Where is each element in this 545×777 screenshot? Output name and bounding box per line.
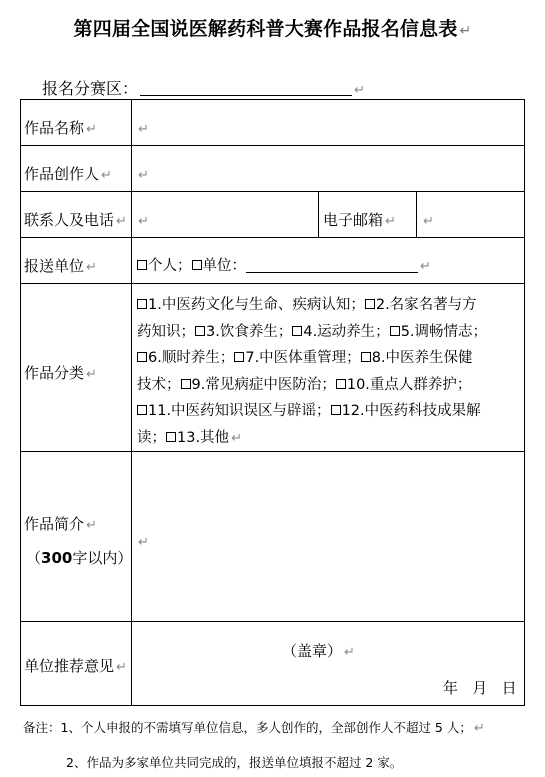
table-col-divider bbox=[318, 191, 319, 238]
return-mark-icon: ↵ bbox=[344, 645, 355, 660]
table-row-divider bbox=[20, 191, 525, 192]
stamp-label bbox=[282, 642, 355, 662]
region-label: 报名分赛区： bbox=[42, 79, 139, 98]
checkbox-individual[interactable] bbox=[137, 260, 147, 270]
table-col-divider bbox=[416, 191, 417, 238]
checkbox-category-5[interactable] bbox=[390, 326, 400, 336]
category-option-8-cont: 技术； bbox=[137, 376, 181, 393]
checkbox-category-2[interactable] bbox=[365, 299, 375, 309]
category-option-10: 10.重点人群养护； bbox=[346, 376, 472, 393]
unit-input-line[interactable] bbox=[246, 257, 418, 273]
category-label-text: 作品分类 bbox=[24, 364, 85, 382]
return-mark-icon: ↵ bbox=[423, 214, 434, 229]
table-row-divider bbox=[20, 621, 525, 622]
return-mark-icon: ↵ bbox=[116, 214, 127, 229]
summary-limit-number: 300 bbox=[41, 549, 73, 567]
date-label: 年 月 日 bbox=[443, 679, 517, 697]
checkbox-category-6[interactable] bbox=[137, 352, 147, 362]
table-row-divider bbox=[20, 237, 525, 238]
return-mark-icon: ↵ bbox=[138, 214, 149, 229]
note-1 bbox=[23, 718, 485, 736]
option-individual-label: 个人； bbox=[148, 258, 192, 274]
category-option-12: 12.中医药科技成果解 bbox=[341, 403, 481, 419]
checkbox-category-1[interactable] bbox=[137, 299, 147, 309]
checkbox-category-8[interactable] bbox=[361, 352, 371, 362]
work-name-label bbox=[24, 119, 97, 139]
checkbox-category-3[interactable] bbox=[195, 326, 205, 336]
checkbox-category-11[interactable] bbox=[137, 405, 147, 415]
table-border-left bbox=[20, 99, 21, 706]
return-mark-icon: ↵ bbox=[420, 259, 431, 274]
return-mark-icon: ↵ bbox=[354, 83, 365, 98]
category-option-2: 2.名家名著与方 bbox=[375, 297, 477, 313]
table-border-top bbox=[20, 99, 525, 100]
return-mark-icon: ↵ bbox=[473, 721, 485, 736]
category-option-12-cont: 读； bbox=[137, 429, 166, 446]
return-mark-icon: ↵ bbox=[86, 122, 97, 137]
region-input-line[interactable] bbox=[140, 79, 352, 96]
return-mark-icon: ↵ bbox=[138, 535, 149, 550]
form-title bbox=[0, 14, 545, 41]
submit-unit-label bbox=[24, 257, 97, 277]
note-2 bbox=[66, 753, 402, 771]
category-option-7: 7.中医体重管理； bbox=[245, 350, 361, 366]
return-mark-icon: ↵ bbox=[138, 122, 149, 137]
stamp-label-text: （盖章） bbox=[282, 642, 343, 660]
category-option-2-cont: 药知识； bbox=[137, 323, 195, 340]
creator-label-text: 作品创作人 bbox=[24, 165, 100, 183]
category-option-3: 3.饮食养生； bbox=[206, 323, 293, 340]
summary-limit-text: 字以内 bbox=[72, 549, 118, 567]
email-field[interactable] bbox=[421, 211, 434, 231]
return-mark-icon: ↵ bbox=[86, 518, 97, 533]
note-1-text: 备注：1、个人申报的不需填写单位信息，多人创作的，全部创作人不超过 5 人； bbox=[23, 720, 472, 735]
summary-limit: （300字以内） bbox=[26, 549, 133, 567]
recommend-label bbox=[24, 657, 127, 677]
work-name-field[interactable] bbox=[136, 119, 149, 139]
creator-label bbox=[24, 165, 112, 185]
category-option-11: 11.中医药知识误区与辟谣； bbox=[148, 403, 331, 419]
contact-field[interactable] bbox=[136, 211, 149, 231]
return-mark-icon: ↵ bbox=[101, 168, 112, 183]
checkbox-category-9[interactable] bbox=[181, 379, 191, 389]
category-option-6: 6.顺时养生； bbox=[148, 350, 235, 366]
checkbox-category-4[interactable] bbox=[292, 326, 302, 336]
checkbox-category-7[interactable] bbox=[234, 352, 244, 362]
summary-label-text: 作品简介 bbox=[24, 515, 85, 533]
table-row-divider bbox=[20, 145, 525, 146]
contact-label bbox=[24, 211, 127, 231]
contact-label-text: 联系人及电话 bbox=[24, 211, 115, 229]
return-mark-icon: ↵ bbox=[459, 23, 472, 39]
checkbox-unit[interactable] bbox=[192, 260, 202, 270]
table-row-divider bbox=[20, 283, 525, 284]
form-title-text: 第四届全国说医解药科普大赛作品报名信息表 bbox=[73, 18, 458, 40]
category-option-8: 8.中医养生保健 bbox=[371, 350, 473, 366]
return-mark-icon: ↵ bbox=[231, 430, 242, 446]
submit-unit-label-text: 报送单位 bbox=[24, 257, 85, 275]
checkbox-category-10[interactable] bbox=[336, 379, 346, 389]
return-mark-icon: ↵ bbox=[138, 168, 149, 183]
return-mark-icon: ↵ bbox=[385, 214, 396, 229]
submit-unit-options bbox=[137, 257, 431, 276]
category-option-9: 9.常见病症中医防治； bbox=[191, 376, 336, 393]
note-2-text: 2、作品为多家单位共同完成的，报送单位填报不超过 2 家。 bbox=[66, 755, 403, 770]
option-unit-label: 单位： bbox=[202, 258, 246, 274]
category-option-13: 13.其他 bbox=[177, 429, 230, 446]
region-row bbox=[42, 76, 365, 99]
category-option-1: 1.中医药文化与生命、疾病认知； bbox=[148, 297, 365, 313]
table-border-bottom bbox=[20, 705, 525, 706]
table-col-divider bbox=[131, 99, 132, 706]
checkbox-category-12[interactable] bbox=[331, 405, 341, 415]
email-label bbox=[323, 211, 396, 231]
work-name-label-text: 作品名称 bbox=[24, 119, 85, 137]
category-option-5: 5.调畅情志； bbox=[400, 323, 488, 340]
creator-field[interactable] bbox=[136, 165, 149, 185]
recommend-label-text: 单位推荐意见 bbox=[24, 657, 115, 675]
summary-label bbox=[24, 515, 97, 535]
category-options bbox=[137, 292, 523, 452]
return-mark-icon: ↵ bbox=[86, 260, 97, 275]
summary-field[interactable] bbox=[136, 532, 149, 552]
email-label-text: 电子邮箱 bbox=[323, 211, 384, 229]
category-label bbox=[24, 364, 97, 384]
checkbox-category-13[interactable] bbox=[166, 432, 176, 442]
category-option-4: 4.运动养生； bbox=[303, 323, 390, 340]
table-border-right bbox=[524, 99, 525, 706]
return-mark-icon: ↵ bbox=[86, 367, 97, 382]
return-mark-icon: ↵ bbox=[116, 660, 127, 675]
